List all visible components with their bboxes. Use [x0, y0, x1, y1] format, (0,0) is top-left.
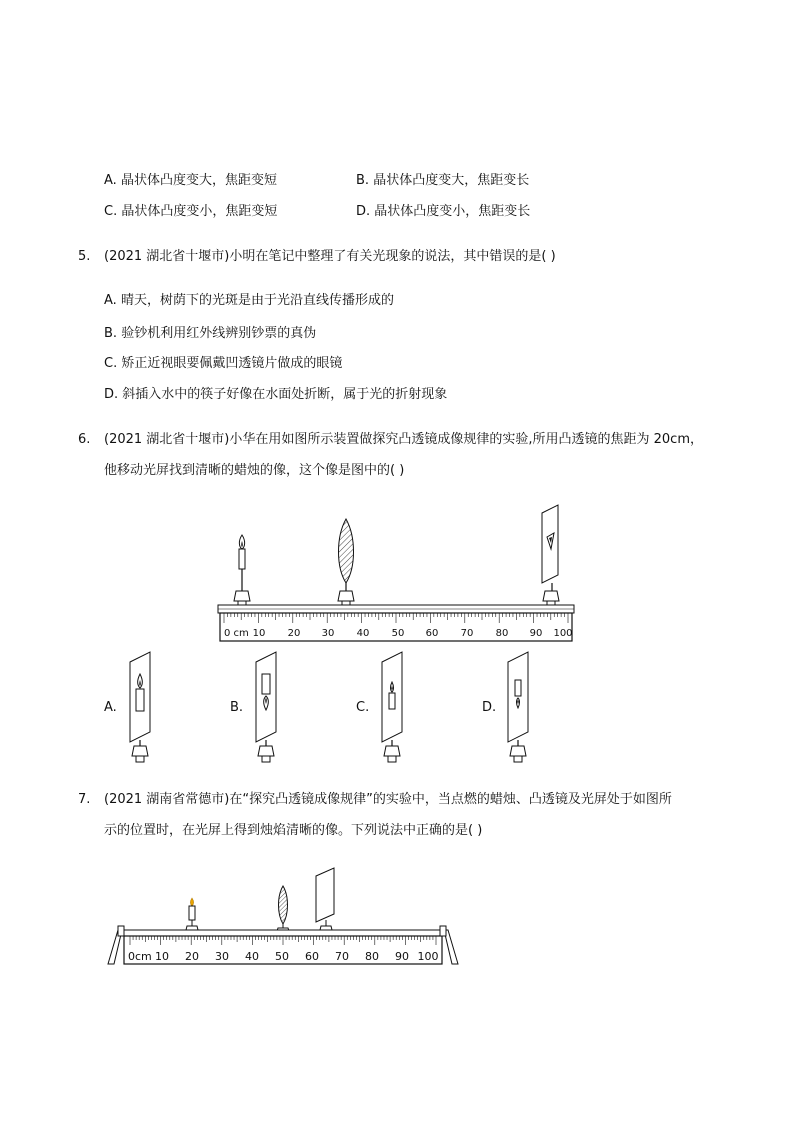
q7-ruler-label: 90: [395, 950, 409, 963]
q4-option-b: B. 晶状体凸度变大，焦距变长: [356, 173, 530, 188]
q6-ruler-label: 100: [553, 628, 573, 639]
q7-ruler-label: 60: [305, 950, 319, 963]
q7-ruler-label: 50: [275, 950, 289, 963]
q7-number: 7.: [78, 792, 91, 807]
q7-ruler-unit: 0cm: [128, 950, 152, 963]
q6-ruler-label: 30: [321, 628, 335, 639]
q6-ruler-label: 50: [391, 628, 405, 639]
q6-ruler-label: 20: [287, 628, 301, 639]
q7-ruler-label: 30: [215, 950, 229, 963]
q6-optical-bench-figure: [216, 505, 576, 645]
convex-lens-icon: [276, 886, 290, 934]
q7-ruler-label: 70: [335, 950, 349, 963]
q6-choice-b-figure: [252, 652, 282, 762]
q5-option-d: D. 斜插入水中的筷子好像在水面处折断，属于光的折射现象: [104, 387, 448, 402]
q7-ruler-label: 40: [245, 950, 259, 963]
candle-icon: [234, 535, 250, 609]
q6-ruler-label: 90: [529, 628, 543, 639]
q6-stem-line2: 他移动光屏找到清晰的蜡烛的像，这个像是图中的( ): [104, 463, 405, 478]
convex-lens-icon: [338, 519, 354, 609]
q6-choice-a-label: A.: [104, 700, 117, 715]
q6-choice-b-label: B.: [230, 700, 244, 715]
q6-ruler-label: 10: [252, 628, 266, 639]
q5-number: 5.: [78, 249, 91, 264]
q6-ruler-unit: 0 cm: [224, 628, 249, 639]
q6-ruler-label: 80: [495, 628, 509, 639]
q6-number: 6.: [78, 432, 91, 447]
q7-optical-bench-figure: [106, 868, 466, 968]
q7-ruler-label: 20: [185, 950, 199, 963]
q6-choice-d-label: D.: [482, 700, 497, 715]
q6-ruler-label: 70: [460, 628, 474, 639]
q5-option-b: B. 验钞机利用红外线辨别钞票的真伪: [104, 326, 317, 341]
q6-stem-line1: (2021 湖北省十堰市)小华在用如图所示装置做探究凸透镜成像规律的实验,所用凸透镜的焦距为 20cm，: [104, 432, 703, 447]
q5-option-c: C. 矫正近视眼要佩戴凹透镜片做成的眼镜: [104, 356, 343, 371]
q7-ruler-label: 100: [417, 950, 439, 963]
q6-choice-d-figure: [504, 652, 534, 762]
q7-ruler-label: 80: [365, 950, 379, 963]
q6-choice-c-label: C.: [356, 700, 370, 715]
candle-icon: [185, 898, 199, 934]
light-screen-icon: [316, 868, 334, 934]
q4-option-d: D. 晶状体凸度变小，焦距变长: [356, 204, 531, 219]
q6-ruler-label: 60: [425, 628, 439, 639]
q6-choice-c-figure: [378, 652, 408, 762]
q4-option-c: C. 晶状体凸度变小，焦距变短: [104, 204, 278, 219]
q4-option-a: A. 晶状体凸度变大，焦距变短: [104, 173, 277, 188]
q7-stem-line1: (2021 湖南省常德市)在“探究凸透镜成像规律”的实验中，当点燃的蜡烛、凸透镜及光屏处于如图所: [104, 792, 672, 807]
q5-option-a: A. 晴天，树荫下的光斑是由于光沿直线传播形成的: [104, 293, 394, 308]
q7-stem-line2: 示的位置时，在光屏上得到烛焰清晰的像。下列说法中正确的是( ): [104, 823, 483, 838]
light-screen-icon: [542, 505, 559, 609]
q6-choice-a-figure: [126, 652, 156, 762]
q5-stem: (2021 湖北省十堰市)小明在笔记中整理了有关光现象的说法，其中错误的是( ): [104, 249, 556, 264]
q7-ruler-label: 10: [155, 950, 169, 963]
q6-ruler-label: 40: [356, 628, 370, 639]
